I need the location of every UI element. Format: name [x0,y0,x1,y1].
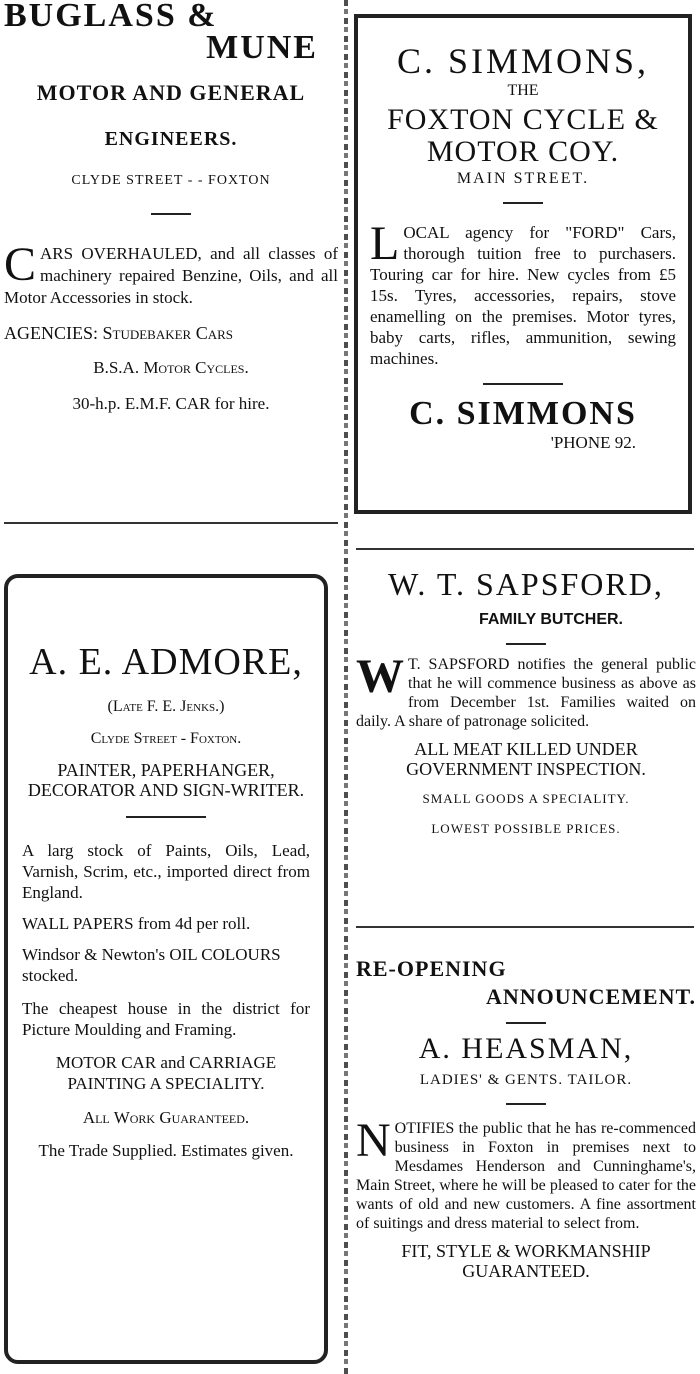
simmons-street: MAIN STREET. [456,170,590,187]
admore-p2: WALL PAPERS from 4d per roll. [22,914,251,933]
sapsford-body-text: T. SAPSFORD notifies the general public that he will commence business as above as from December 1st. Families waited on daily. A share of patronage solicited. [356,656,696,730]
heasman-body-text: OTIFIES the public that he has re-commenced business in Foxton in premises next to Mesdames Henderson and Cunninghame's, Main Street, where he will be pleased to cater for the wants of old and new customers. A fine assortment of suitings and dress material to select from. [356,1120,696,1232]
buglass-address: CLYDE STREET - - FOXTON [71,173,271,188]
buglass-body [4,238,338,309]
sapsford-body [356,650,696,731]
divider [483,383,563,385]
heasman-advert [356,956,696,1281]
admore-advert [4,574,328,1364]
section-rule [356,926,694,928]
heasman-trade: LADIES' & GENTS. TAILOR. [419,1072,633,1088]
simmons-body [370,217,676,369]
divider [151,213,191,215]
dropcap: W [356,650,404,703]
simmons-the: THE [507,82,539,99]
simmons-phone: 'PHONE 92. [550,433,636,452]
divider [506,1103,546,1105]
column-divider [344,0,348,1374]
admore-name: A. E. ADMORE, [29,641,303,683]
buglass-advert [4,0,338,414]
admore-p7: The Trade Supplied. Estimates given. [38,1141,294,1160]
sapsford-prices: LOWEST POSSIBLE PRICES. [431,821,621,836]
admore-p3: Windsor & Newton's OIL COLOURS stocked. [22,945,281,985]
buglass-subtitle: MOTOR AND GENERAL [36,80,306,105]
buglass-subtitle2: ENGINEERS. [104,128,238,150]
simmons-company: FOXTON CYCLE & [387,103,659,136]
buglass-agencies: AGENCIES: Studebaker Cars [4,323,234,343]
buglass-body-text: ARS OVERHAULED, and all classes of machinery repaired Benzine, Oils, and all Motor Accessories in stock. [4,244,338,307]
buglass-name-line2: MUNE [206,29,318,66]
simmons-company2: MOTOR COY. [426,135,620,168]
heasman-reopen: RE-OPENING [356,956,507,981]
buglass-hire: 30-h.p. E.M.F. CAR for hire. [72,394,270,413]
buglass-name-line1: BUGLASS & [4,0,218,34]
admore-p6: All Work Guaranteed. [82,1108,250,1127]
section-rule [356,548,694,550]
admore-late: (Late F. E. Jenks.) [107,698,225,715]
heasman-name: A. HEASMAN, [418,1032,634,1065]
divider [126,816,206,818]
sapsford-name: W. T. SAPSFORD, [388,566,664,602]
heasman-announce: ANNOUNCEMENT. [486,984,696,1009]
dropcap: L [370,217,400,270]
admore-p1: A larg stock of Paints, Oils, Lead, Varnish, Scrim, etc., imported direct from England. [22,841,310,902]
heasman-fit: FIT, STYLE & WORKMANSHIP GUARANTEED. [401,1241,651,1281]
heasman-body [356,1114,696,1233]
buglass-agencies2: B.S.A. Motor Cycles. [93,358,249,377]
dropcap: N [356,1114,391,1167]
admore-address: Clyde Street - Foxton. [90,730,242,747]
sapsford-trade: FAMILY BUTCHER. [478,611,623,628]
simmons-name: C. SIMMONS, [396,41,650,81]
simmons-footer-name: C. SIMMONS [409,395,637,432]
sapsford-meat: ALL MEAT KILLED UNDER GOVERNMENT INSPECTION. [406,739,646,779]
sapsford-small: SMALL GOODS A SPECIALITY. [422,791,630,806]
divider [506,643,546,645]
section-rule [4,522,338,524]
admore-p5: MOTOR CAR and CARRIAGE PAINTING A SPECIALITY. [55,1053,277,1093]
simmons-body-text: OCAL agency for "FORD" Cars, thorough tuition free to purchasers. Touring car for hire. New cycles from £5 15s. Tyres, accessories, repairs, stove enamelling on the premises. Motor tyres, baby carts, rifles, ammunition, sewing machines. [370,223,676,368]
admore-p4: The cheapest house in the district for Picture Moulding and Framing. [22,999,310,1039]
sapsford-advert [356,566,696,837]
dropcap: C [4,238,37,291]
divider [503,202,543,204]
admore-trade: PAINTER, PAPERHANGER, DECORATOR AND SIGN-WRITER. [27,760,305,800]
simmons-advert [354,14,692,514]
divider [506,1022,546,1024]
